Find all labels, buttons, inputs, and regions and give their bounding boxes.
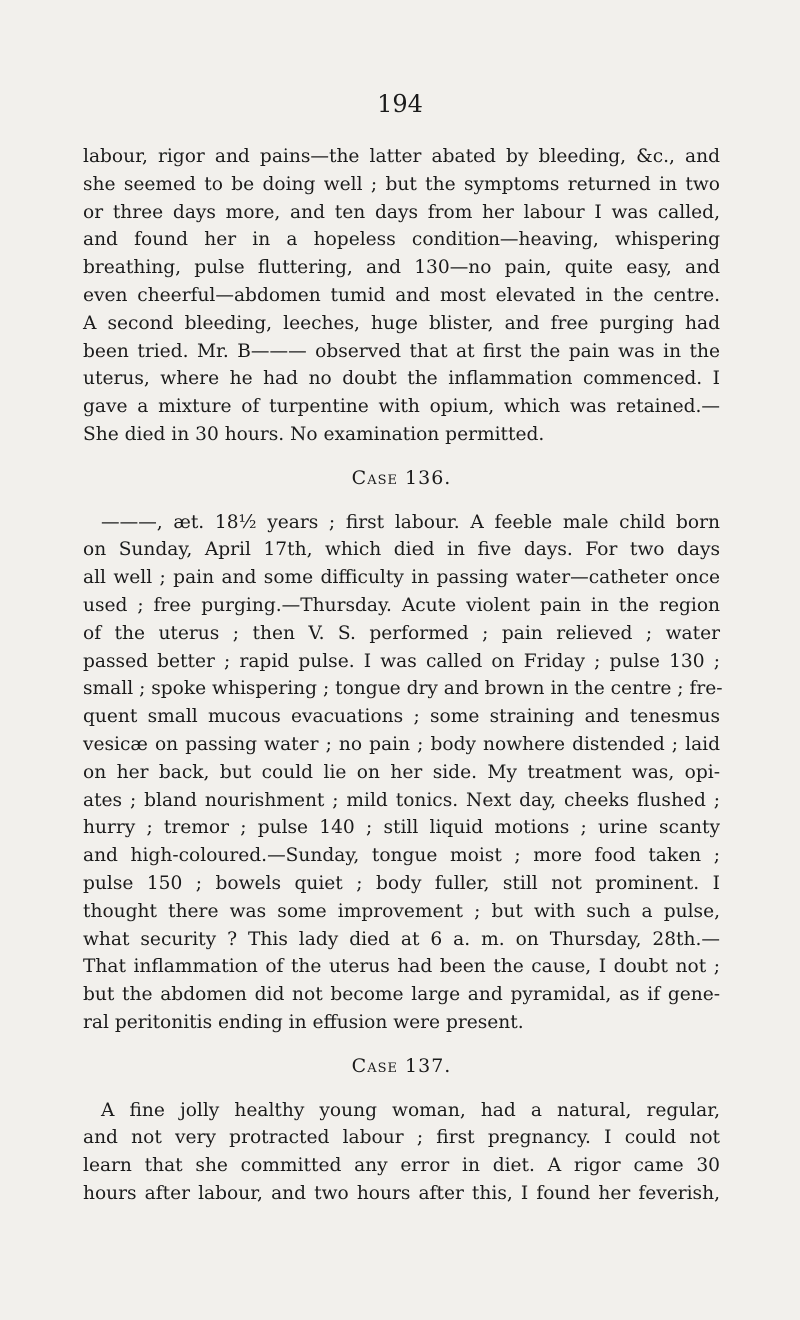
text-line: breathing, pulse fluttering, and 130—no pain, quite easy, and: [83, 257, 720, 279]
text-line: pulse 150 ; bowels quiet ; body fuller, still not prominent. I: [83, 872, 720, 894]
text-line: She died in 30 hours. No examination permitted.: [83, 423, 545, 445]
text-line: learn that she committed any error in diet. A rigor came 30: [83, 1155, 720, 1177]
case-137-heading: Case 137.: [351, 1054, 452, 1077]
case-136-paragraph: [83, 509, 723, 1037]
text-line: hours after labour, and two hours after this, I found her feverish,: [83, 1182, 720, 1204]
text-line: ral peritonitis ending in effusion were present.: [83, 1011, 524, 1033]
text-line: on Sunday, April 17th, which died in five days. For two days: [83, 539, 720, 561]
text-line: ates ; bland nourishment ; mild tonics. Next day, cheeks flushed ;: [83, 789, 720, 811]
text-line: That inflammation of the uterus had been the cause, I doubt not ;: [83, 956, 720, 978]
text-line: but the abdomen did not become large and pyramidal, as if gene-: [83, 984, 720, 1006]
case-136-heading: Case 136.: [351, 466, 452, 489]
text-line: been tried. Mr. B——— observed that at first the pain was in the: [83, 340, 720, 362]
page-body: [83, 143, 723, 1208]
text-line: small ; spoke whispering ; tongue dry and brown in the centre ; fre-: [83, 678, 723, 700]
text-line: and not very protracted labour ; first pregnancy. I could not: [83, 1127, 720, 1149]
case-137-paragraph: [83, 1097, 720, 1208]
text-line: and high-coloured.—Sunday, tongue moist ; more food taken ;: [83, 845, 720, 867]
text-line: A fine jolly healthy young woman, had a natural, regular,: [101, 1099, 720, 1121]
text-line: all well ; pain and some difficulty in passing water—catheter once: [83, 567, 720, 589]
text-line: labour, rigor and pains—the latter abated by bleeding, &c., and: [83, 146, 720, 167]
text-line: passed better ; rapid pulse. I was called on Friday ; pulse 130 ;: [83, 650, 720, 672]
text-line: hurry ; tremor ; pulse 140 ; still liquid motions ; urine scanty: [83, 817, 720, 839]
text-line: she seemed to be doing well ; but the symptoms returned in two: [83, 173, 720, 195]
text-line: vesicæ on passing water ; no pain ; body nowhere distended ; laid: [83, 733, 720, 755]
text-line: of the uterus ; then V. S. performed ; pain relieved ; water: [83, 622, 720, 644]
text-line: gave a mixture of turpentine with opium, which was retained.—: [83, 396, 720, 418]
text-line: used ; free purging.—Thursday. Acute violent pain in the region: [83, 594, 720, 616]
text-line: quent small mucous evacuations ; some straining and tenesmus: [83, 706, 720, 728]
text-line: or three days more, and ten days from her labour I was called,: [83, 201, 720, 223]
text-line: what security ? This lady died at 6 a. m. on Thursday, 28th.—: [83, 928, 720, 950]
text-line: A second bleeding, leeches, huge blister, and free purging had: [83, 312, 720, 334]
text-line: on her back, but could lie on her side. My treatment was, opi-: [83, 761, 720, 783]
text-line: and found her in a hopeless condition—heaving, whispering: [83, 229, 720, 251]
paragraph-continuation: [83, 143, 720, 449]
text-line: uterus, where he had no doubt the inflammation commenced. I: [83, 368, 720, 390]
page-number: 194: [377, 90, 423, 118]
text-line: thought there was some improvement ; but with such a pulse,: [83, 900, 720, 922]
text-line: ———, æt. 18½ years ; first labour. A feeble male child born: [101, 511, 720, 533]
text-line: even cheerful—abdomen tumid and most elevated in the centre.: [83, 284, 720, 306]
